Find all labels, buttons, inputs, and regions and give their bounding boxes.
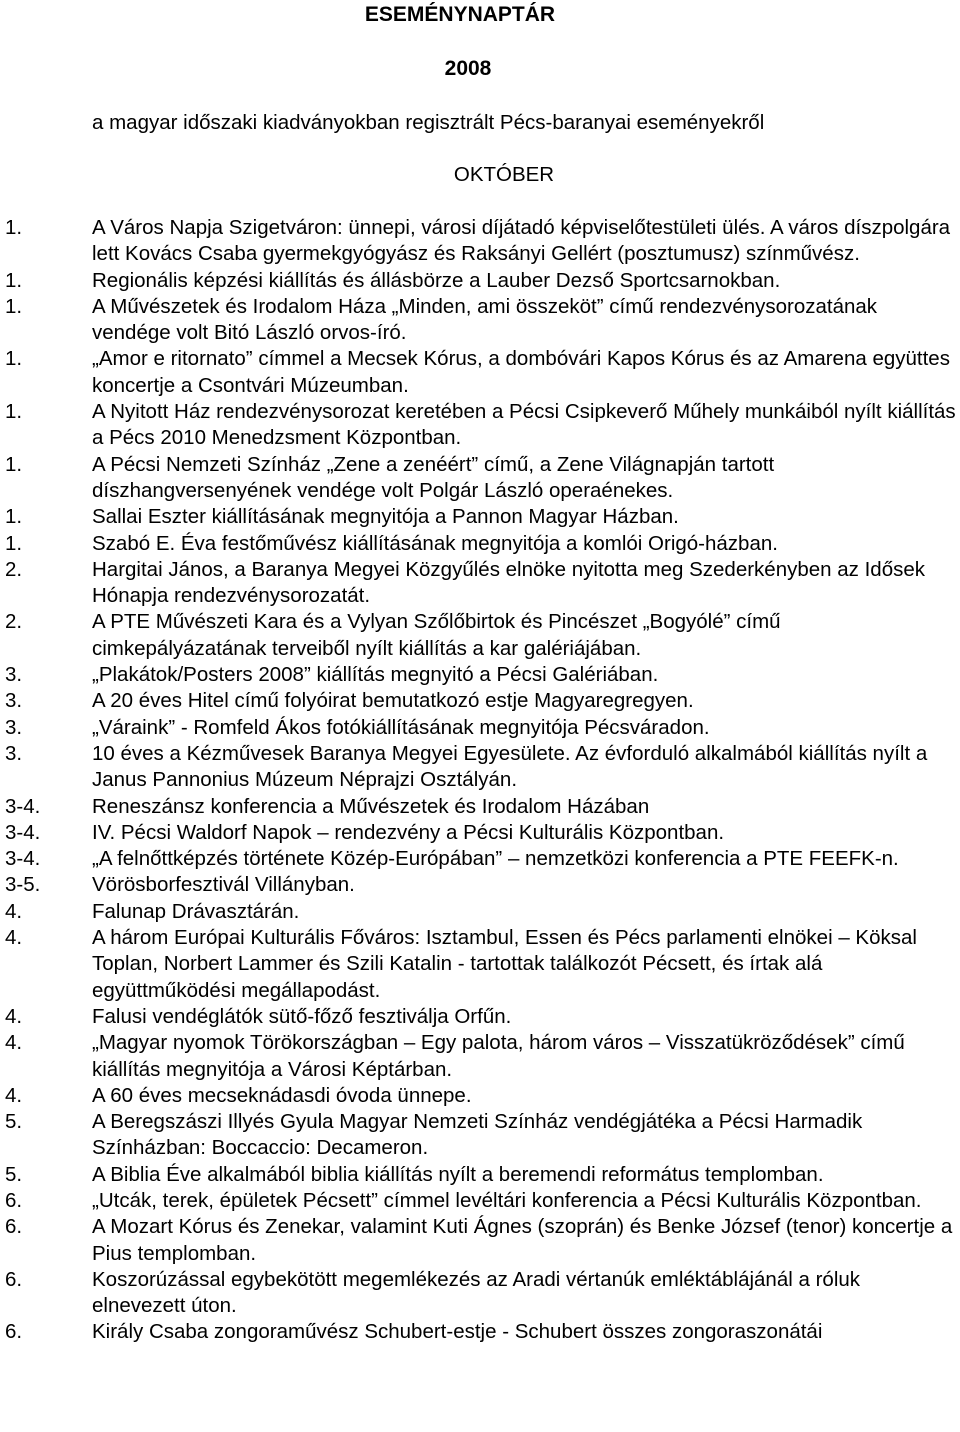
event-item (0, 346, 960, 399)
event-day: 3-4. (5, 794, 41, 818)
event-text: Hargitai János, a Baranya Megyei Közgyűlés elnöke nyitotta meg Szederkényben az Idősek Hónapja rendezvénysorozatát. (92, 557, 926, 608)
event-text: A PTE Művészeti Kara és a Vylyan Szőlőbirtok és Pincészet „Bogyólé” című cimkepályázatának terveiből nyílt kiállítás a kar galériájában. (92, 610, 781, 660)
event-day: 3-4. (5, 820, 41, 844)
year-heading: 2008 (444, 57, 492, 80)
event-item (0, 846, 960, 872)
event-text: Falunap Drávasztárán. (92, 899, 300, 923)
event-item (0, 820, 960, 846)
event-day: 5. (5, 1162, 23, 1186)
event-text: Szabó E. Éva festőművész kiállításának megnyitója a komlói Origó-házban. (92, 531, 778, 555)
event-text: „Váraink” - Romfeld Ákos fotókiállításának megnyitója Pécsváradon. (92, 715, 710, 739)
event-text: Sallai Eszter kiállításának megnyitója a Pannon Magyar Házban. (92, 505, 679, 529)
event-item (0, 1004, 960, 1030)
event-item (0, 662, 960, 688)
event-day: 4. (5, 926, 23, 950)
event-text: Király Csaba zongoraművész Schubert-estje - Schubert összes zongoraszonátái (92, 1320, 823, 1344)
event-text: A Pécsi Nemzeti Színház „Zene a zenéért” című, a Zene Világnapján tartott díszhangversenyének vendége volt Polgár László operaénekes. (92, 452, 775, 502)
page-title: ESEMÉNYNAPTÁR (364, 3, 556, 26)
event-item (0, 1267, 960, 1320)
event-item (0, 557, 960, 610)
event-item (0, 715, 960, 741)
event-day: 6. (5, 1267, 23, 1291)
event-text: A Mozart Kórus és Zenekar, valamint Kuti Ágnes (szoprán) és Benke József (tenor) koncertje a Pius templomban. (92, 1215, 953, 1265)
event-text: A 20 éves Hitel című folyóirat bemutatkozó estje Magyaregregyen. (92, 689, 694, 713)
event-list (0, 215, 960, 1346)
event-day: 5. (5, 1110, 23, 1134)
event-text: A Művészetek és Irodalom Háza „Minden, ami összeköt” című rendezvénysorozatának vendége volt Bitó László orvos-író. (92, 294, 878, 345)
event-item (0, 531, 960, 557)
event-text: „A felnőttképzés története Közép-Európában” – nemzetközi konferencia a PTE FEEFK-n. (92, 847, 899, 871)
event-day: 2. (5, 610, 23, 634)
event-day: 1. (5, 400, 23, 424)
event-day: 3-4. (5, 847, 41, 871)
event-item (0, 872, 960, 898)
event-day: 3. (5, 715, 23, 739)
event-day: 1. (5, 216, 23, 239)
event-day: 3-5. (5, 873, 41, 897)
event-day: 3. (5, 741, 23, 765)
event-item (0, 294, 960, 347)
event-day: 3. (5, 689, 23, 713)
event-item (0, 504, 960, 530)
event-item (0, 1109, 960, 1162)
event-day: 4. (5, 1083, 23, 1107)
event-text: Regionális képzési kiállítás és állásbörze a Lauber Dezső Sportcsarnokban. (92, 268, 781, 292)
event-item (0, 1083, 960, 1109)
event-item (0, 741, 960, 794)
event-text: „Magyar nyomok Törökországban – Egy palota, három város – Visszatükröződések” című kiállítás megnyitója a Városi Képtárban. (92, 1031, 905, 1081)
event-text: A három Európai Kulturális Főváros: Isztambul, Essen és Pécs parlamenti elnökei – Köksal Toplan, Norbert Lammer és Szili Katalin - tartottak találkozót Pécsett, és írtak alá együttműködési megállapodást. (92, 926, 917, 1002)
event-item (0, 215, 960, 268)
event-day: 4. (5, 899, 23, 923)
event-text: Koszorúzással egybekötött megemlékezés az Aradi vértanúk emléktáblájánál a róluk elnevezett úton. (92, 1267, 861, 1318)
event-text: IV. Pécsi Waldorf Napok – rendezvény a Pécsi Kulturális Központban. (92, 820, 725, 844)
event-day: 6. (5, 1215, 23, 1239)
event-text: „Plakátok/Posters 2008” kiállítás megnyitó a Pécsi Galériában. (92, 663, 659, 687)
event-text: Vörösborfesztivál Villányban. (92, 873, 355, 897)
event-day: 6. (5, 1188, 23, 1212)
event-item (0, 1030, 960, 1083)
event-text: „Amor e ritornato” címmel a Mecsek Kórus, a dombóvári Kapos Kórus és az Amarena együttes koncertje a Csontvári Múzeumban. (92, 347, 950, 397)
event-text: 10 éves a Kézművesek Baranya Megyei Egyesülete. Az évforduló alkalmából kiállítás nyílt a Janus Pannonius Múzeum Néprajzi Osztályán. (92, 741, 928, 792)
event-text: A Város Napja Szigetváron: ünnepi, városi díjátadó képviselőtestületi ülés. A város díszpolgára lett Kovács Csaba gyermekgyógyász és Raksányi Gellért (posztumusz) színművész. (92, 216, 951, 266)
event-text: „Utcák, terek, épületek Pécsett” címmel levéltári konferencia a Pécsi Kulturális Központban. (92, 1188, 922, 1212)
event-item (0, 399, 960, 452)
event-text: A 60 éves mecseknádasdi óvoda ünnepe. (92, 1083, 472, 1107)
event-item (0, 1214, 960, 1267)
event-item (0, 1162, 960, 1188)
event-day: 4. (5, 1004, 23, 1028)
event-day: 1. (5, 505, 23, 529)
event-item (0, 609, 960, 662)
event-item (0, 899, 960, 925)
page-subtitle: a magyar időszaki kiadványokban regisztrált Pécs-baranyai eseményekről (92, 111, 765, 134)
event-text: A Nyitott Ház rendezvénysorozat keretében a Pécsi Csipkeverő Műhely munkáiból nyílt kiállítás a Pécs 2010 Menedzsment Központban. (92, 400, 956, 450)
event-day: 1. (5, 347, 23, 371)
event-text: A Biblia Éve alkalmából biblia kiállítás nyílt a beremendi református templomban. (92, 1162, 824, 1186)
event-day: 1. (5, 452, 23, 476)
month-heading: OKTÓBER (453, 163, 555, 186)
event-day: 1. (5, 294, 23, 318)
event-day: 1. (5, 531, 23, 555)
event-day: 4. (5, 1031, 23, 1055)
event-item (0, 794, 960, 820)
event-text: Falusi vendéglátók sütő-főző fesztiválja Orfűn. (92, 1004, 512, 1028)
event-item (0, 688, 960, 714)
event-day: 3. (5, 663, 23, 687)
event-item (0, 1188, 960, 1214)
event-day: 2. (5, 557, 23, 581)
event-day: 6. (5, 1320, 23, 1344)
event-text: A Beregszászi Illyés Gyula Magyar Nemzeti Színház vendégjátéka a Pécsi Harmadik Színházban: Boccaccio: Decameron. (92, 1110, 863, 1160)
event-item (0, 1319, 960, 1345)
event-item (0, 268, 960, 294)
event-item (0, 925, 960, 1004)
event-day: 1. (5, 268, 23, 292)
event-text: Reneszánsz konferencia a Művészetek és Irodalom Házában (92, 794, 650, 818)
event-item (0, 452, 960, 505)
